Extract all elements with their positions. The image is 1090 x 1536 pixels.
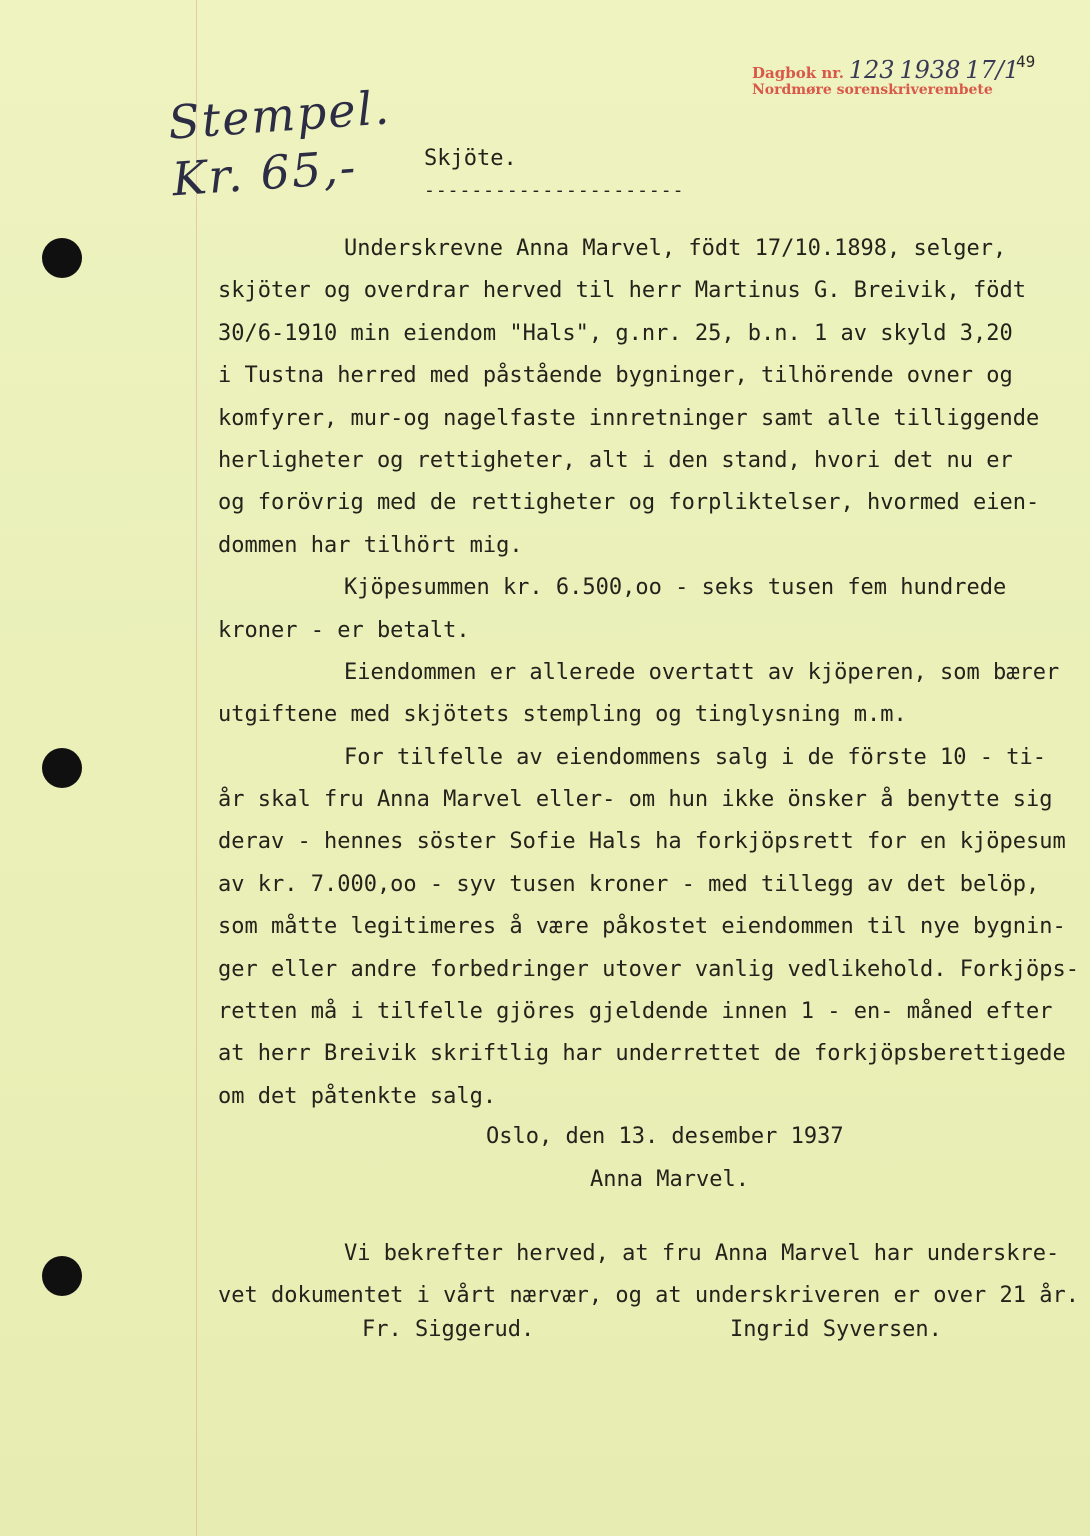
punch-hole-middle xyxy=(42,748,82,788)
body-line: ger eller andre forbedringer utover vanlig vedlikehold. Forkjöps- xyxy=(218,956,1079,982)
body-line: Kjöpesummen kr. 6.500,oo - seks tusen fem hundrede xyxy=(344,575,1007,601)
body-line: 30/6-1910 min eiendom "Hals", g.nr. 25, b.n. 1 av skyld 3,20 xyxy=(218,320,1013,346)
body-line: om det påtenkte salg. xyxy=(218,1083,497,1109)
body-line: skjöter og overdrar herved til herr Martinus G. Breivik, födt xyxy=(218,278,1026,304)
body-line: at herr Breivik skriftlig har underrettet de forkjöpsberettigede xyxy=(218,1041,1066,1067)
body-line: retten må i tilfelle gjöres gjeldende innen 1 - en- måned efter xyxy=(218,999,1053,1025)
seller-signature: Anna Marvel. xyxy=(590,1167,749,1192)
deed-body xyxy=(218,228,1079,1118)
title-underline: ---------------------- xyxy=(424,180,685,201)
witness-signature-left: Fr. Siggerud. xyxy=(362,1317,535,1342)
witness-line: vet dokumentet i vårt nærvær, og at underskriveren er over 21 år. xyxy=(218,1283,1079,1309)
stamp-office: Nordmøre sorenskriverembete xyxy=(752,82,993,98)
punch-hole-top xyxy=(42,238,82,278)
punch-hole-bottom xyxy=(42,1256,82,1296)
body-line: Underskrevne Anna Marvel, födt 17/10.1898, selger, xyxy=(344,236,1007,261)
page-number: 49 xyxy=(1016,52,1036,71)
witness-line: Vi bekrefter herved, at fru Anna Marvel har underskre- xyxy=(344,1241,1060,1266)
body-line: For tilfelle av eiendommens salg i de förste 10 - ti- xyxy=(344,744,1046,770)
body-line: herligheter og rettigheter, alt i den stand, hvori det nu er xyxy=(218,447,1013,473)
stamp-year: 1938 xyxy=(899,56,961,84)
margin-note-stamp: Stempel. xyxy=(166,80,393,150)
body-line: dommen har tilhört mig. xyxy=(218,532,523,558)
stamp-label: Dagbok nr. xyxy=(752,64,844,82)
body-line: utgiftene med skjötets stempling og tinglysning m.m. xyxy=(218,702,907,728)
body-line: kroner - er betalt. xyxy=(218,617,470,643)
document-title: Skjöte. xyxy=(424,146,517,171)
witness-signature-right: Ingrid Syversen. xyxy=(730,1317,942,1342)
body-line: år skal fru Anna Marvel eller- om hun ikke önsker å benytte sig xyxy=(218,787,1053,813)
stamp-date: 17/1 xyxy=(965,56,1020,84)
body-line: komfyrer, mur-og nagelfaste innretninger samt alle tilliggende xyxy=(218,405,1040,431)
body-line: og forövrig med de rettigheter og forpliktelser, hvormed eien- xyxy=(218,490,1040,516)
place-date: Oslo, den 13. desember 1937 xyxy=(486,1124,844,1149)
body-line: som måtte legitimeres å være påkostet eiendommen til nye bygnin- xyxy=(218,914,1066,940)
body-line: derav - hennes söster Sofie Hals ha forkjöpsrett for en kjöpesum xyxy=(218,829,1066,855)
margin-line xyxy=(196,0,197,1536)
margin-note-fee: Kr. 65,- xyxy=(170,139,359,207)
body-line: i Tustna herred med påstående bygninger, tilhörende ovner og xyxy=(218,363,1013,389)
body-line: av kr. 7.000,oo - syv tusen kroner - med tillegg av det belöp, xyxy=(218,871,1040,897)
stamp-number: 123 xyxy=(848,56,895,84)
witness-statement xyxy=(218,1232,1079,1317)
body-line: Eiendommen er allerede overtatt av kjöperen, som bærer xyxy=(344,659,1060,685)
registry-stamp xyxy=(752,56,1022,98)
